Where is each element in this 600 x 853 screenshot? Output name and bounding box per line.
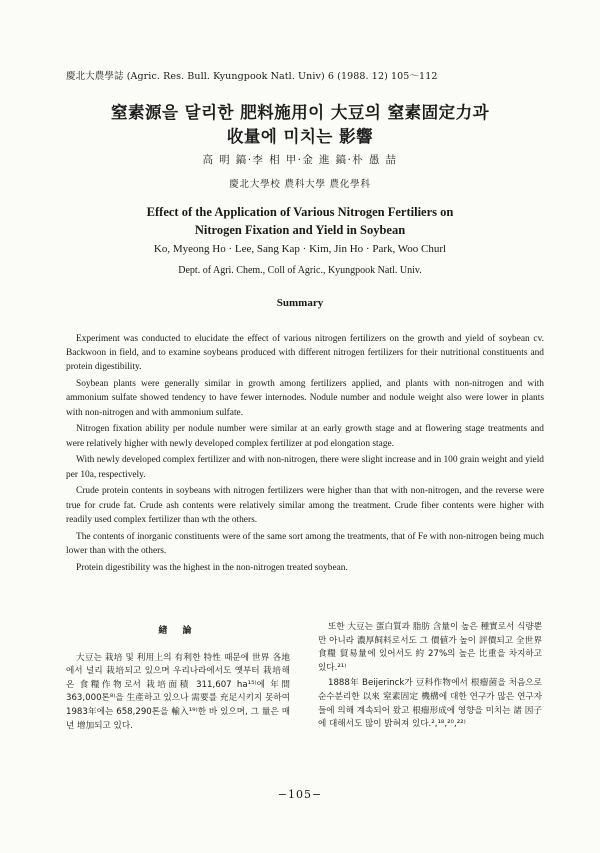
page-number: −105− bbox=[277, 788, 323, 801]
introduction-paragraph: 또한 大豆는 蛋白質과 脂肪 含量이 높은 種實로서 식량뿐만 아니라 濃厚飼料로서도 그 價値가 높이 評價되고 全世界 食糧 貿易量에 있어서도 約 27%의 높은 比重을 차지하고 있다.²¹⁾ bbox=[318, 622, 542, 673]
journal-citation: 慶北大農學誌 (Agric. Res. Bull. Kyungpook Natl. Univ) 6 (1988. 12) 105～112 bbox=[66, 71, 438, 82]
summary-paragraph: With newly developed complex fertilizer and with non-nitrogen, there were slight increase and in 100 grain weight and yield per 10a, respectively. bbox=[66, 455, 544, 480]
introduction-heading: 緖 論 bbox=[158, 626, 198, 636]
summary-paragraph: The contents of inorganic constituents were of the same sort among the treatments, that of Fe with non-nitrogen being much lower than with the others. bbox=[66, 531, 544, 556]
korean-title-line-1: 窒素源을 달리한 肥料施用이 大豆의 窒素固定力과 bbox=[110, 103, 490, 122]
summary-paragraph: Protein digestibility was the highest in the non-nitrogen treated soybean. bbox=[76, 562, 348, 573]
summary-paragraph: Nitrogen fixation ability per nodule number were similar at an early growth stage and at flowering stage treatments and were relatively higher with newly developed complex fertilizer at pod elongation stage. bbox=[66, 424, 544, 449]
summary-body bbox=[66, 332, 544, 577]
introduction-paragraph: 大豆는 栽培 및 利用上의 有利한 特性 때문에 世界 各地에서 널리 栽培되고 있으며 우리나라에서도 옛부터 栽培해 온 食糧作物로서 栽培面積 311,607 ha¹⁵⁾에 年間 363,000톤⁸⁾을 生產하고 있으나 需要를 充足시키지 못하여 1983年에는 658,290톤을 輸入¹⁹⁾한 바 있으며, 그 量은 매년 增加되고 있다. bbox=[66, 652, 290, 731]
english-title-line-2: Nitrogen Fixation and Yield in Soybean bbox=[194, 223, 406, 237]
summary-heading: Summary bbox=[276, 297, 324, 309]
introduction-right-column bbox=[318, 621, 542, 734]
english-title-line-1: Effect of the Application of Various Nitrogen Fertiliers on bbox=[146, 205, 454, 219]
english-affiliation: Dept. of Agri. Chem., Coll of Agric., Kyungpook Natl. Univ. bbox=[178, 265, 422, 276]
korean-affiliation: 慶北大學校 農科大學 農化學科 bbox=[229, 179, 371, 190]
introduction-paragraph: 1888年 Beijerinck가 豆科作物에서 根瘤菌을 처음으로 순수분리한 以來 窒素固定 機構에 대한 연구가 많은 연구자들에 의해 계속되어 왔고 根瘤形成에 영향을 미치는 諸 因子에 대해서도 많이 밝혀져 있다.²,¹⁸,²⁰,²²⁾ bbox=[318, 678, 542, 730]
english-authors: Ko, Myeong Ho · Lee, Sang Kap · Kim, Jin Ho · Park, Woo Churl bbox=[153, 243, 447, 255]
summary-paragraph: Crude protein contents in soybeans with nitrogen fertilizers were higher than that with non-nitrogen, and the reverse were true for crude fat. Crude ash contents were relatively similar among the treatment. Crude fiber contents were higher with readily used complex fertilizer than wth the others. bbox=[66, 486, 544, 525]
summary-paragraph: Soybean plants were generally similar in growth among fertilizers applied, and plants with non-nitrogen and with ammonium sulfate showed tendency to have fewer internodes. Nodule number and nodule weight also were lower in plants with non-nitrogen and with ammonium sulfate. bbox=[66, 379, 544, 418]
korean-authors: 高 明 鎬·李 相 甲·金 進 鎬·朴 愚 喆 bbox=[202, 154, 398, 166]
summary-paragraph: Experiment was conducted to elucidate the effect of various nitrogen fertilizers on the growth and yield of soybean cv. Backwoon in field, and to examine soybeans produced with different nitrogen fertilizers for their nutritional constituents and protein digestibility. bbox=[66, 334, 544, 373]
korean-title-line-2: 收量에 미치는 影響 bbox=[226, 127, 374, 146]
introduction-left-column bbox=[66, 621, 290, 733]
introduction-columns bbox=[66, 621, 542, 771]
